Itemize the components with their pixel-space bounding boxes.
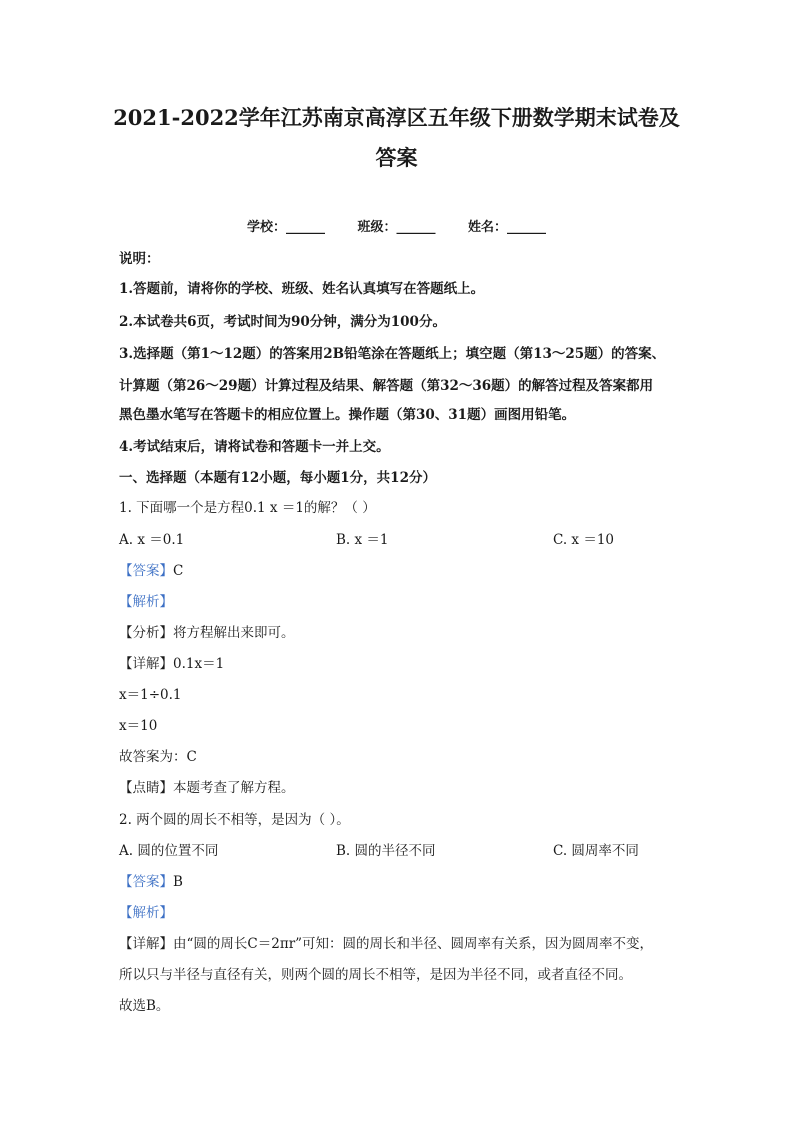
q2-analysis-tag: 【解析】 [119,905,173,921]
class-field: 班级：______ [357,220,436,235]
question-2-stem: 2. 两个圆的周长不相等，是因为（ ）。 [119,812,350,828]
q2-option-c: C. 圆周率不同 [553,843,639,859]
q1-fenxi-tag: 【分析】 [119,625,173,641]
q1-fenxi [119,623,295,643]
q1-detail-tag: 【详解】 [119,656,173,672]
question-2-options [0,841,793,861]
q1-option-c: C. x ＝10 [553,532,615,548]
q1-answer-tag: 【答案】 [119,563,173,579]
q1-detail-line2: x＝1÷0.1 [119,687,182,703]
student-info-row [0,216,793,235]
q1-detail [119,654,224,674]
instructions-heading: 说明： [119,251,160,267]
instruction-item-3-line3: 黑色墨水笔写在答题卡的相应位置上。操作题（第30、31题）画图用铅笔。 [119,407,576,423]
q1-comment [119,778,295,798]
instruction-item-3-line1: 3.选择题（第1～12题）的答案用2B铅笔涂在答题纸上；填空题（第13～25题）的答案、 [119,346,666,362]
q1-option-b: B. x ＝1 [336,532,389,548]
section-heading: 一、选择题（本题有12小题，每小题1分，共12分） [119,470,436,486]
q1-detail-line1: 0.1x＝1 [173,656,225,672]
q1-answer [119,561,183,581]
page-title-line1: 2021-2022学年江苏南京高淳区五年级下册数学期末试卷及 [113,105,680,130]
q2-option-b: B. 圆的半径不同 [336,843,436,859]
q1-fenxi-text: 将方程解出来即可。 [173,625,295,641]
q2-detail-line1: 由“圆的周长C＝2πr”可知：圆的周长和半径、圆周率有关系，因为圆周率不变， [173,936,654,952]
q2-detail [119,934,653,954]
q1-comment-text: 本题考查了解方程。 [173,780,295,796]
instruction-item-3-line2: 计算题（第26～29题）计算过程及结果、解答题（第32～36题）的解答过程及答案都用 [119,378,654,394]
school-field: 学校：______ [246,220,325,235]
q2-conclusion: 故选B。 [119,998,170,1014]
q1-answer-value: C [173,563,184,579]
q1-conclusion: 故答案为：C [119,749,197,765]
instruction-item-1: 1.答题前，请将你的学校、班级、姓名认真填写在答题纸上。 [119,281,485,297]
q2-answer-tag: 【答案】 [119,874,173,890]
question-1-options [0,530,793,550]
q1-option-a: A. x ＝0.1 [119,532,185,548]
instruction-item-4: 4.考试结束后，请将试卷和答题卡一并上交。 [119,439,390,455]
q1-detail-line3: x＝10 [119,718,158,734]
q2-detail-line2: 所以只与半径与直径有关，则两个圆的周长不相等，是因为半径不同，或者直径不同。 [119,967,632,983]
q1-analysis-tag: 【解析】 [119,594,173,610]
q1-comment-tag: 【点睛】 [119,780,173,796]
q2-answer-value: B [173,874,183,890]
question-1-stem: 1. 下面哪一个是方程0.1 x ＝1的解？（ ） [119,500,376,516]
q2-detail-tag: 【详解】 [119,936,173,952]
page-title-line2: 答案 [375,145,418,170]
q2-option-a: A. 圆的位置不同 [119,843,219,859]
instruction-item-2: 2.本试卷共6页，考试时间为90分钟，满分为100分。 [119,314,446,330]
name-field: 姓名：______ [468,220,547,235]
q2-answer [119,872,183,892]
